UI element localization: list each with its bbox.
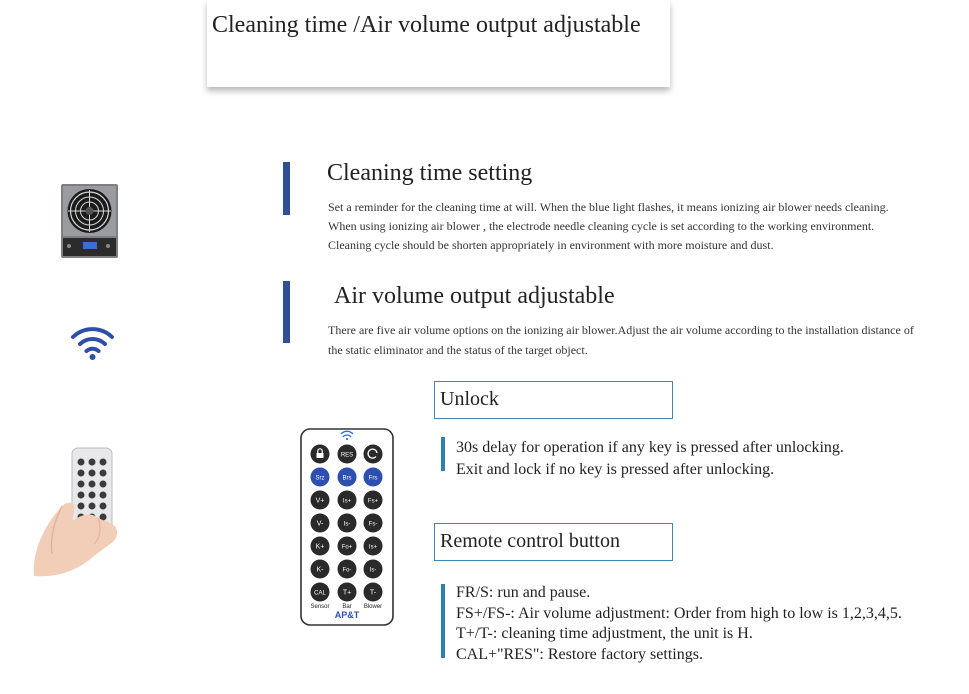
section-bar-cleaning	[283, 162, 290, 215]
remote-key-label: Is-	[369, 567, 377, 574]
remote-key-label: K-	[316, 566, 324, 574]
remote-key-label: CAL	[314, 590, 326, 597]
remote-key-label: Fs+	[367, 498, 379, 505]
unlock-line: Exit and lock if no key is pressed after unlocking.	[456, 461, 775, 478]
wifi-signal-icon	[70, 324, 115, 361]
unlock-bar	[441, 437, 445, 471]
ionizer-fan-icon	[61, 184, 118, 258]
page-title: Cleaning time /Air volume output adjustable	[212, 12, 641, 38]
remote-bottom-label-blower: Blower	[363, 604, 383, 610]
remote-key-label: Is+	[342, 498, 352, 505]
air-description	[328, 320, 914, 360]
cleaning-heading: Cleaning time setting	[327, 160, 533, 186]
remote-key-label: Fs-	[368, 521, 378, 528]
remote-key-label: T+	[342, 589, 352, 597]
hand-remote-icon	[14, 444, 146, 584]
remote-key-label: V+	[315, 497, 325, 505]
air-line: the static eliminator and the status of the target object.	[328, 343, 588, 357]
remote-key-label: Is+	[368, 544, 378, 551]
remote-key-label: RES	[340, 452, 354, 459]
remote-bar	[441, 584, 445, 658]
remote-key-label: Brs	[342, 475, 352, 482]
cleaning-line: When using ionizing air blower , the electrode needle cleaning cycle is set according to the working environment.	[328, 219, 875, 233]
section-bar-air	[283, 281, 290, 343]
remote-brand: AP&T	[334, 610, 360, 620]
unlock-label: Unlock	[440, 388, 499, 410]
air-heading: Air volume output adjustable	[334, 283, 615, 309]
unlock-line: 30s delay for operation if any key is pressed after unlocking.	[456, 439, 844, 456]
remote-key-label: Is-	[343, 521, 351, 528]
remote-line: FR/S: run and pause.	[456, 584, 591, 601]
remote-bottom-label-bar: Bar	[342, 604, 352, 610]
remote-key-label: Fo+	[341, 544, 353, 551]
remote-button-label: Remote control button	[440, 530, 620, 552]
remote-control-icon	[300, 428, 394, 626]
remote-key-label: T-	[369, 589, 377, 597]
remote-button-box	[434, 523, 673, 561]
cleaning-line: Set a reminder for the cleaning time at will. When the blue light flashes, it means ionizing air blower needs cleaning.	[328, 200, 889, 214]
remote-line: FS+/FS-: Air volume adjustment: Order from high to low is 1,2,3,4,5.	[456, 604, 902, 622]
unlock-box	[434, 381, 673, 419]
unlock-text	[456, 437, 844, 481]
remote-key-label: K+	[315, 543, 325, 551]
cleaning-description	[328, 198, 889, 255]
lock-icon	[317, 453, 324, 458]
cleaning-line: Cleaning cycle should be shorten appropriately in environment with more moisture and dust.	[328, 238, 774, 252]
remote-key-label: V-	[316, 520, 324, 528]
air-line: There are five air volume options on the ionizing air blower.Adjust the air volume according to the installation distance of	[328, 323, 914, 337]
remote-text	[456, 583, 902, 665]
remote-key-refresh	[364, 445, 383, 464]
page-title-box	[207, 0, 670, 87]
remote-line: CAL+"RES": Restore factory settings.	[456, 645, 703, 663]
remote-bottom-label-sensor: Sensor	[310, 604, 330, 610]
remote-key-label: Frs	[368, 475, 378, 482]
remote-key-label: Srz	[315, 475, 325, 482]
remote-key-label: Fo-	[342, 567, 352, 574]
remote-line: T+/T-: cleaning time adjustment, the unit is H.	[456, 625, 753, 642]
